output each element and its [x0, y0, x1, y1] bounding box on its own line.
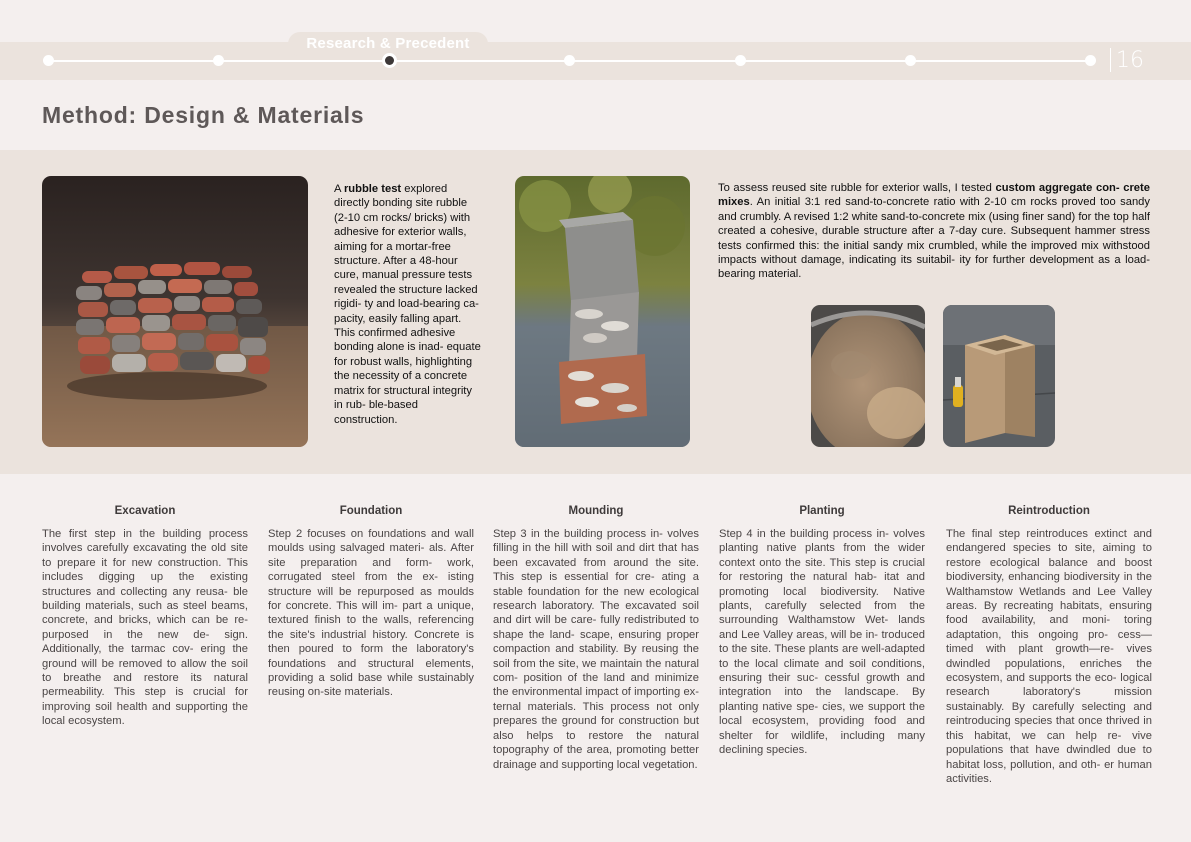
timeline-dot-active[interactable] [382, 53, 397, 68]
timeline-dot[interactable] [43, 55, 54, 66]
step-mounding [493, 505, 699, 772]
rubble-test-text: A rubble test explored directly bonding site rubble (2-10 cm rocks/ bricks) with adhesive for exterior walls, aiming for a mortar-free structure. After a 48-hour cure, manual pressure tests revealed the structure lacked rigidi- ty and load-bearing ca- pacity, easily falling apart. This confirmed adhesive bonding alone is inad- equate for robust walls, highlighting the necessity of a concrete matrix for structural integrity in rub- ble-based construction. [334, 183, 481, 426]
rubble-test-keyword: rubble test [343, 183, 402, 195]
timeline-dot[interactable] [1085, 55, 1096, 66]
step-title: Foundation [339, 505, 403, 517]
aggregate-mix-keyword: custom aggregate con- crete mixes [718, 182, 1150, 209]
step-reintroduction [946, 505, 1152, 786]
step-planting [719, 505, 925, 758]
step-title: Excavation [114, 505, 176, 517]
section-label: Research & Precedent [288, 32, 488, 56]
page-number: 16 [1116, 48, 1144, 73]
step-body: Step 3 in the building process in- volves filling in the hill with soil and dirt that has been excavated from around the site. This step is essential for cre- ating a stable foundation for the new ecological research laboratory. The excavated soil and dirt will be care- fully redistributed to shape the land- scape, ensuring proper compaction and stability. By reusing the soil from the site, we maintain the natural com- position of the land and minimize the environmental impact of importing ex- ternal materials. This process not only prepares the ground for construction but also helps to restore the natural topography of the area, promoting better drainage and supporting local vegetation. [493, 528, 699, 771]
page-title: Method: Design & Materials [42, 102, 365, 128]
rubble-test-photo [42, 176, 308, 447]
concrete-mould-photo [943, 305, 1055, 447]
step-body: The first step in the building process involves carefully excavating the old site to prepare it for new construction. This includes digging up the existing structures and collecting any reusa- ble building materials, such as steel beams, concrete, and bricks, which can be re-purposed in the new de- sign. Additionally, the tarmac cov- ering the ground will be removed to allow the soil to breathe and restore its natural permeability. This step is crucial for improving soil health and supporting the local ecosystem. [42, 528, 248, 728]
step-title: Planting [799, 505, 845, 517]
step-body: The final step reintroduces extinct and endangered species to site, aiming to restore ecological balance and boost biodiversity, enhancing biodiversity in the Walthamstow Wetlands and Lee Valley areas. By recreating habitats, ensuring food availability, and moni- toring adaptation, this ongoing pro- cess—timed with plant growth—re- vives dwindled populations, enriches the ecosystem, and supports the eco- logical research laboratory's mission sustainably. By carefully selecting and reintroducing species that once thrived in this habitat, we can help re- vive populations that have dwindled due to habitat loss, pollution, and oth- er human activities. [946, 528, 1152, 785]
step-body: Step 2 focuses on foundations and wall moulds using salvaged materi- als. After site preparation and form- work, corrugated steel from the ex- isting structure will be repurposed as moulds for concrete. This will im- part a unique, textured finish to the walls, referencing the site's industrial history. Concrete is then poured to form the laboratory's foundations and structural elements, providing a solid base while sustainably reusing on-site materials. [268, 528, 474, 699]
step-foundation [268, 505, 474, 700]
step-body: Step 4 in the building process in- volves planting native plants from the wider context onto the site. This step is crucial for restoring the natural hab- itat and promoting local biodiversity. Native plants, carefully selected from the surrounding Walthamstow Wet- lands and Lee Valley areas, will be in- troduced to the site. These plants are well-adapted to the local climate and soil conditions, ensuring their suc- cessful growth and integration into the landscape. By planting native spe- cies, we support the local ecosystem, providing food and shelter for wildlife, including many declining species. [719, 528, 925, 757]
step-title: Reintroduction [1008, 505, 1090, 517]
concrete-column-photo [515, 176, 690, 447]
timeline-dot[interactable] [905, 55, 916, 66]
timeline-dot[interactable] [735, 55, 746, 66]
step-title: Mounding [568, 505, 624, 517]
sand-mix-photo [811, 305, 925, 447]
aggregate-mix-text: To assess reused site rubble for exterior walls, I tested custom aggregate con- crete mixes. An initial 3:1 red sand-to-concrete ratio with 2-10 cm rocks proved too sandy and crumbly. A revised 1:2 white sand-to-concrete mix (using finer sand) for the top half created a cohesive, durable structure after a 7-day cure. Subsequent hammer stress tests confirmed this: the initial sandy mix crumbled, while the improved mix withstood impacts without damage, indicating its suitabil- ity for further development as a load-bearing material. [718, 182, 1150, 281]
page-number-divider [1110, 48, 1111, 72]
timeline-dot[interactable] [213, 55, 224, 66]
timeline-dot[interactable] [564, 55, 575, 66]
step-excavation [42, 505, 248, 729]
